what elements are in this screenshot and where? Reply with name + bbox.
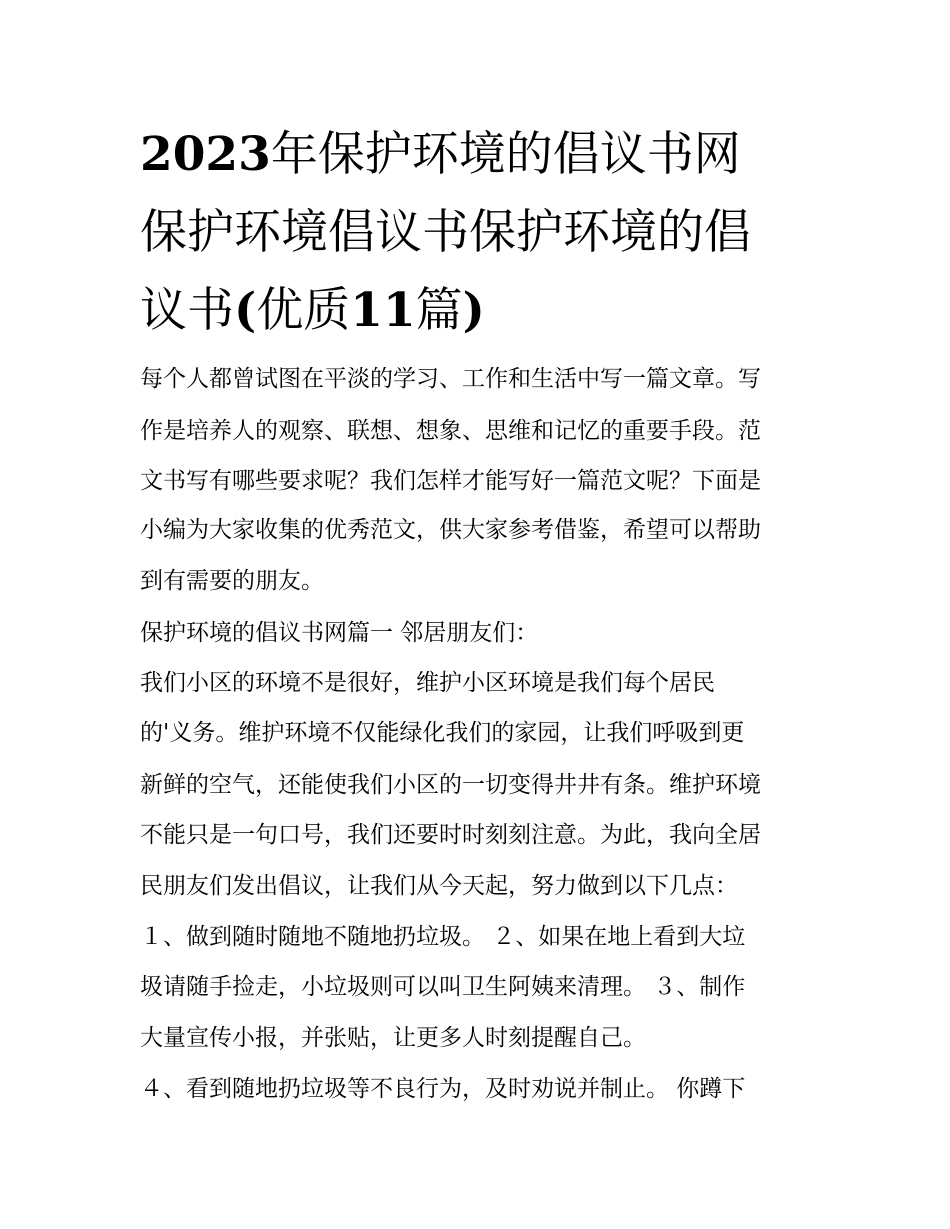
title-line3-a: 议书 [140, 283, 234, 338]
body-line: 的'义务。维护环境不仅能绿化我们的家园，让我们呼吸到更 [140, 720, 745, 746]
body-line: 每个人都曾试图在平淡的学习、工作和生活中写一篇文章。写 [140, 366, 761, 392]
body-line: 我们小区的环境不是很好，维护小区环境是我们每个居民 [140, 670, 715, 696]
title-line3-paren-close: ) [462, 283, 485, 338]
list-line: １、做到随时随地不随地扔垃圾。 ２、如果在地上看到大垃 [140, 924, 746, 950]
title-year: 2023 [140, 127, 271, 182]
body-line: 文书写有哪些要求呢？我们怎样才能写好一篇范文呢？下面是 [140, 468, 761, 494]
title-line3-c: 优质 [256, 283, 351, 338]
title-count: 11 [350, 283, 416, 338]
body-line: 到有需要的朋友。 [140, 568, 324, 594]
body-line: 新鲜的空气，还能使我们小区的一切变得井井有条。维护环境 [140, 772, 761, 798]
title-line1-text: 年保护环境的倡议书网 [270, 127, 741, 182]
document-title [140, 116, 820, 350]
body-line: 作是培养人的观察、联想、想象、思维和记忆的重要手段。范 [140, 418, 761, 444]
list-line: 大量宣传小报，并张贴，让更多人时刻提醒自己。 [140, 1025, 646, 1051]
list-line: ４、看到随地扔垃圾等不良行为，及时劝说并制止。 你蹲下 [140, 1076, 746, 1102]
section-heading: 保护环境的倡议书网篇一 邻居朋友们： [140, 620, 539, 646]
title-line2-text: 保护环境倡议书保护环境的倡 [140, 205, 751, 260]
body-line: 民朋友们发出倡议，让我们从今天起，努力做到以下几点： [140, 873, 738, 899]
title-line3-paren-open: ( [234, 283, 257, 338]
body-line: 不能只是一句口号，我们还要时时刻刻注意。为此，我向全居 [140, 822, 761, 848]
body-line: 小编为大家收集的优秀范文，供大家参考借鉴，希望可以帮助 [140, 517, 761, 543]
list-line: 圾请随手捡走，小垃圾则可以叫卫生阿姨来清理。 ３、制作 [140, 974, 746, 1000]
title-line3-d: 篇 [415, 283, 463, 338]
